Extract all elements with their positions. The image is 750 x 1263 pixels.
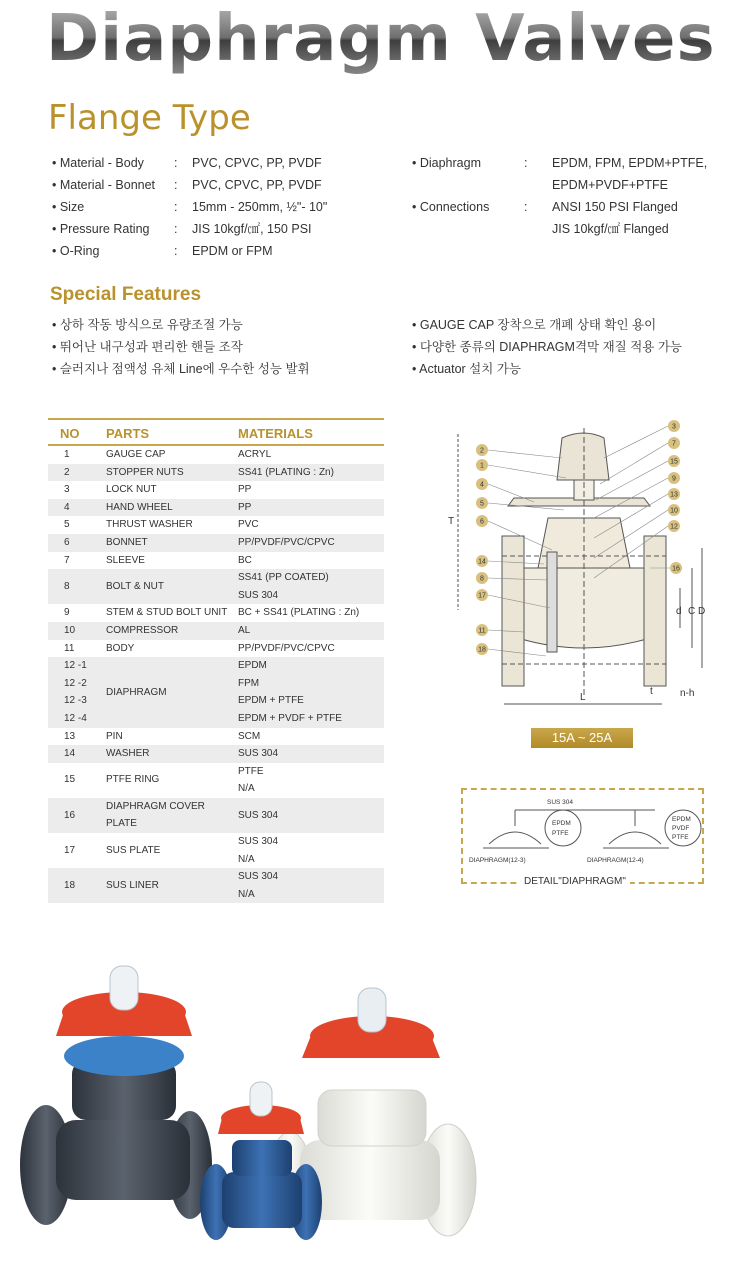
- detail-right-label: DIAPHRAGM(12-4): [587, 857, 644, 864]
- cell-part: STOPPER NUTS: [104, 464, 238, 482]
- svg-text:1: 1: [480, 462, 484, 470]
- spec-list-left: [52, 152, 392, 262]
- spec-label: • Diaphragm: [412, 156, 481, 170]
- valve-section-drawing: [444, 418, 710, 714]
- cell-no: 1: [64, 449, 70, 460]
- cell-material: EPDM + PTFE: [238, 692, 384, 710]
- cell-no: 11: [64, 642, 75, 654]
- cell-material: BC + SS41 (PLATING : Zn): [238, 607, 360, 619]
- svg-text:9: 9: [672, 475, 676, 483]
- svg-text:14: 14: [478, 558, 486, 566]
- svg-text:13: 13: [670, 491, 678, 499]
- cell-material: ACRYL: [238, 449, 272, 460]
- callout-marker: [476, 555, 488, 567]
- cell-no: 8: [48, 569, 104, 604]
- cell-part: PIN: [106, 730, 123, 742]
- cell-material: SUS 304: [238, 836, 279, 848]
- table-row: [48, 481, 384, 499]
- cell-material: AL: [238, 622, 384, 640]
- dim-nh-label: n-h: [680, 688, 695, 699]
- cell-no: 16: [48, 798, 104, 833]
- spec-value: PVC, CPVC, PP, PVDF: [192, 156, 322, 170]
- detail-left-label: DIAPHRAGM(12-3): [469, 857, 526, 864]
- cell-material: EPDM: [238, 657, 384, 675]
- layer-pvdf: PVDF: [672, 825, 690, 832]
- table-row: [48, 622, 384, 640]
- spec-row: [52, 174, 392, 196]
- feature-item: • 상하 작동 방식으로 유량조절 가능: [52, 318, 243, 332]
- svg-text:15: 15: [670, 458, 678, 466]
- callout-marker: [668, 472, 680, 484]
- spec-value: JIS 10kgf/㎠, 150 PSI: [192, 222, 312, 236]
- dim-d-label: d: [676, 606, 682, 617]
- dim-L-label: L: [580, 692, 586, 703]
- callout-marker: [476, 643, 488, 655]
- table-row: [48, 833, 384, 851]
- column-header-materials: MATERIALS: [238, 419, 384, 445]
- dim-C-label: C: [688, 606, 696, 617]
- cell-no: 9: [64, 607, 70, 619]
- cell-no: 7: [64, 554, 70, 566]
- parts-table: [48, 418, 384, 903]
- cell-no: 6: [48, 534, 104, 552]
- cell-material: N/A: [238, 783, 255, 795]
- cell-part: COMPRESSOR: [104, 622, 238, 640]
- table-row: [48, 464, 384, 482]
- callout-marker: [668, 437, 680, 449]
- diaphragm-detail-drawing: [463, 790, 702, 882]
- cell-part: SUS PLATE: [106, 844, 161, 856]
- cell-part: PTFE RING: [106, 774, 160, 786]
- spec-row: [412, 196, 732, 218]
- svg-text:16: 16: [672, 565, 680, 573]
- cell-no: 12 -1: [48, 657, 104, 675]
- spec-row: [52, 218, 392, 240]
- table-row: [48, 763, 384, 781]
- spec-label: • Material - Body: [52, 156, 144, 170]
- cell-part: SLEEVE: [106, 554, 145, 566]
- size-range-badge: 15A ~ 25A: [531, 728, 633, 748]
- svg-text:11: 11: [478, 627, 486, 635]
- cell-no: 12 -4: [48, 710, 104, 728]
- cell-material: PP: [238, 484, 252, 496]
- cell-material: SUS 304: [238, 798, 384, 833]
- spec-colon: :: [174, 222, 178, 236]
- cell-material: N/A: [238, 853, 255, 865]
- cell-material: PTFE: [238, 765, 264, 777]
- table-row: [48, 516, 384, 534]
- column-header-parts: PARTS: [104, 419, 238, 445]
- dim-D-label: D: [698, 606, 706, 617]
- table-row: [48, 868, 384, 886]
- table-row: [48, 728, 384, 746]
- layer-ptfe: PTFE: [552, 830, 569, 837]
- cell-part: HAND WHEEL: [104, 499, 238, 517]
- table-row: [48, 445, 384, 464]
- spec-label: • O-Ring: [52, 244, 100, 258]
- cell-material: PVC: [238, 519, 259, 531]
- spec-label: • Size: [52, 200, 85, 214]
- cell-part: THRUST WASHER: [106, 519, 193, 531]
- cell-no: 5: [64, 519, 70, 531]
- table-row: [48, 798, 384, 833]
- spec-value: EPDM, FPM, EPDM+PTFE,: [552, 156, 708, 170]
- svg-text:10: 10: [670, 507, 678, 515]
- cell-part: STEM & STUD BOLT UNIT: [106, 607, 228, 619]
- spec-value: EPDM or FPM: [192, 244, 273, 258]
- spec-row: [52, 152, 392, 174]
- feature-list-right: [412, 314, 682, 380]
- cell-material: PP: [238, 499, 384, 517]
- cell-no: 12 -3: [48, 692, 104, 710]
- callout-marker: [670, 562, 682, 574]
- spec-row: [52, 196, 392, 218]
- spec-value: 15mm - 250mm, ½"- 10": [192, 200, 328, 214]
- cell-part: LOCK NUT: [106, 484, 157, 496]
- detail-sus-label: SUS 304: [547, 799, 574, 806]
- callout-marker: [668, 455, 680, 467]
- cell-material: SUS 304: [238, 587, 384, 605]
- cell-material: SS41 (PP COATED): [238, 569, 384, 587]
- spec-colon: :: [174, 178, 178, 192]
- table-row: [48, 640, 384, 658]
- table-row: [48, 552, 384, 570]
- cell-material: EPDM + PVDF + PTFE: [238, 710, 384, 728]
- cell-part: BOLT & NUT: [104, 569, 238, 604]
- spec-value: ANSI 150 PSI Flanged: [552, 200, 678, 214]
- table-row: [48, 534, 384, 552]
- cell-material: N/A: [238, 886, 384, 904]
- layer-ptfe: PTFE: [672, 834, 689, 841]
- cell-no: 14: [48, 745, 104, 763]
- cell-no: 4: [48, 499, 104, 517]
- svg-text:12: 12: [670, 523, 678, 531]
- table-row: [48, 499, 384, 517]
- cell-material: SCM: [238, 730, 261, 742]
- cell-no: 3: [64, 484, 70, 496]
- spec-list-right: [412, 152, 732, 240]
- cell-material: FPM: [238, 675, 384, 693]
- cell-material: SS41 (PLATING : Zn): [238, 464, 384, 482]
- callout-marker: [668, 420, 680, 432]
- feature-list-left: [52, 314, 310, 380]
- page-subtitle: Flange Type: [48, 98, 251, 138]
- svg-text:2: 2: [480, 447, 484, 455]
- callout-marker: [476, 497, 488, 509]
- callout-marker: [476, 459, 488, 471]
- svg-text:8: 8: [480, 575, 484, 583]
- svg-text:7: 7: [672, 440, 676, 448]
- svg-text:4: 4: [480, 481, 484, 489]
- svg-text:18: 18: [478, 646, 486, 654]
- spec-label: • Connections: [412, 200, 490, 214]
- product-photo: [0, 940, 750, 1263]
- cell-material: SUS 304: [238, 745, 384, 763]
- callout-marker: [668, 520, 680, 532]
- spec-row: [412, 152, 732, 174]
- spec-row: [52, 240, 392, 262]
- cell-material: PP/PVDF/PVC/CPVC: [238, 642, 335, 654]
- table-row: [48, 745, 384, 763]
- spec-value-cont: EPDM+PVDF+PTFE: [552, 178, 668, 192]
- dim-T-label: T: [448, 516, 455, 527]
- spec-value-cont: JIS 10kgf/㎠ Flanged: [552, 222, 669, 236]
- table-row: [48, 604, 384, 622]
- cell-no: 18: [48, 868, 104, 903]
- cell-no: 2: [48, 464, 104, 482]
- spec-label: • Pressure Rating: [52, 222, 150, 236]
- spec-row: [412, 174, 732, 196]
- spec-colon: :: [174, 156, 178, 170]
- spec-value: PVC, CPVC, PP, PVDF: [192, 178, 322, 192]
- cell-part: GAUGE CAP: [106, 449, 166, 460]
- callout-marker: [668, 488, 680, 500]
- special-features-title: Special Features: [50, 284, 202, 305]
- cell-no: 10: [48, 622, 104, 640]
- spec-row: [412, 218, 732, 240]
- diaphragm-detail-box: [461, 788, 704, 884]
- spec-colon: :: [174, 200, 178, 214]
- callout-marker: [668, 504, 680, 516]
- cell-part: WASHER: [104, 745, 238, 763]
- grey-valve: [20, 966, 212, 1225]
- callout-marker: [476, 624, 488, 636]
- svg-text:3: 3: [672, 423, 676, 431]
- table-row: [48, 569, 384, 587]
- callout-marker: [476, 478, 488, 490]
- cell-material: SUS 304: [238, 868, 384, 886]
- detail-caption: DETAIL"DIAPHRAGM": [520, 876, 630, 887]
- page-title: Diaphragm Valves: [46, 2, 736, 76]
- cell-part: DIAPHRAGM: [104, 657, 238, 727]
- cell-no: 13: [64, 730, 76, 742]
- layer-epdm: EPDM: [552, 820, 571, 827]
- table-header-row: [48, 419, 384, 445]
- feature-item: • GAUGE CAP 장착으로 개폐 상태 확인 용이: [412, 318, 657, 332]
- cell-part: BODY: [106, 642, 135, 654]
- cell-part: DIAPHRAGM COVER PLATE: [104, 798, 238, 833]
- svg-text:6: 6: [480, 518, 484, 526]
- spec-colon: :: [524, 200, 528, 214]
- svg-text:5: 5: [480, 500, 484, 508]
- callout-marker: [476, 515, 488, 527]
- feature-item: • 뛰어난 내구성과 편리한 핸들 조작: [52, 340, 243, 354]
- cell-material: BC: [238, 554, 252, 566]
- cell-part: BONNET: [104, 534, 238, 552]
- cell-no: 15: [64, 774, 76, 786]
- spec-colon: :: [524, 156, 528, 170]
- feature-item: • Actuator 설치 가능: [412, 362, 521, 376]
- spec-label: • Material - Bonnet: [52, 178, 156, 192]
- callout-marker: [476, 444, 488, 456]
- cell-material: PP/PVDF/PVC/CPVC: [238, 534, 384, 552]
- column-header-no: NO: [48, 419, 104, 445]
- cell-no: 17: [64, 844, 76, 856]
- layer-epdm: EPDM: [672, 816, 691, 823]
- feature-item: • 슬러지나 점액성 유체 Line에 우수한 성능 발휘: [52, 362, 310, 376]
- feature-item: • 다양한 종류의 DIAPHRAGM격막 재질 적용 가능: [412, 340, 682, 354]
- svg-text:17: 17: [478, 592, 486, 600]
- callout-marker: [476, 572, 488, 584]
- table-row: [48, 657, 384, 675]
- dim-t-label: t: [650, 686, 653, 697]
- callout-marker: [476, 589, 488, 601]
- spec-colon: :: [174, 244, 178, 258]
- cell-no: 12 -2: [48, 675, 104, 693]
- cell-part: SUS LINER: [104, 868, 238, 903]
